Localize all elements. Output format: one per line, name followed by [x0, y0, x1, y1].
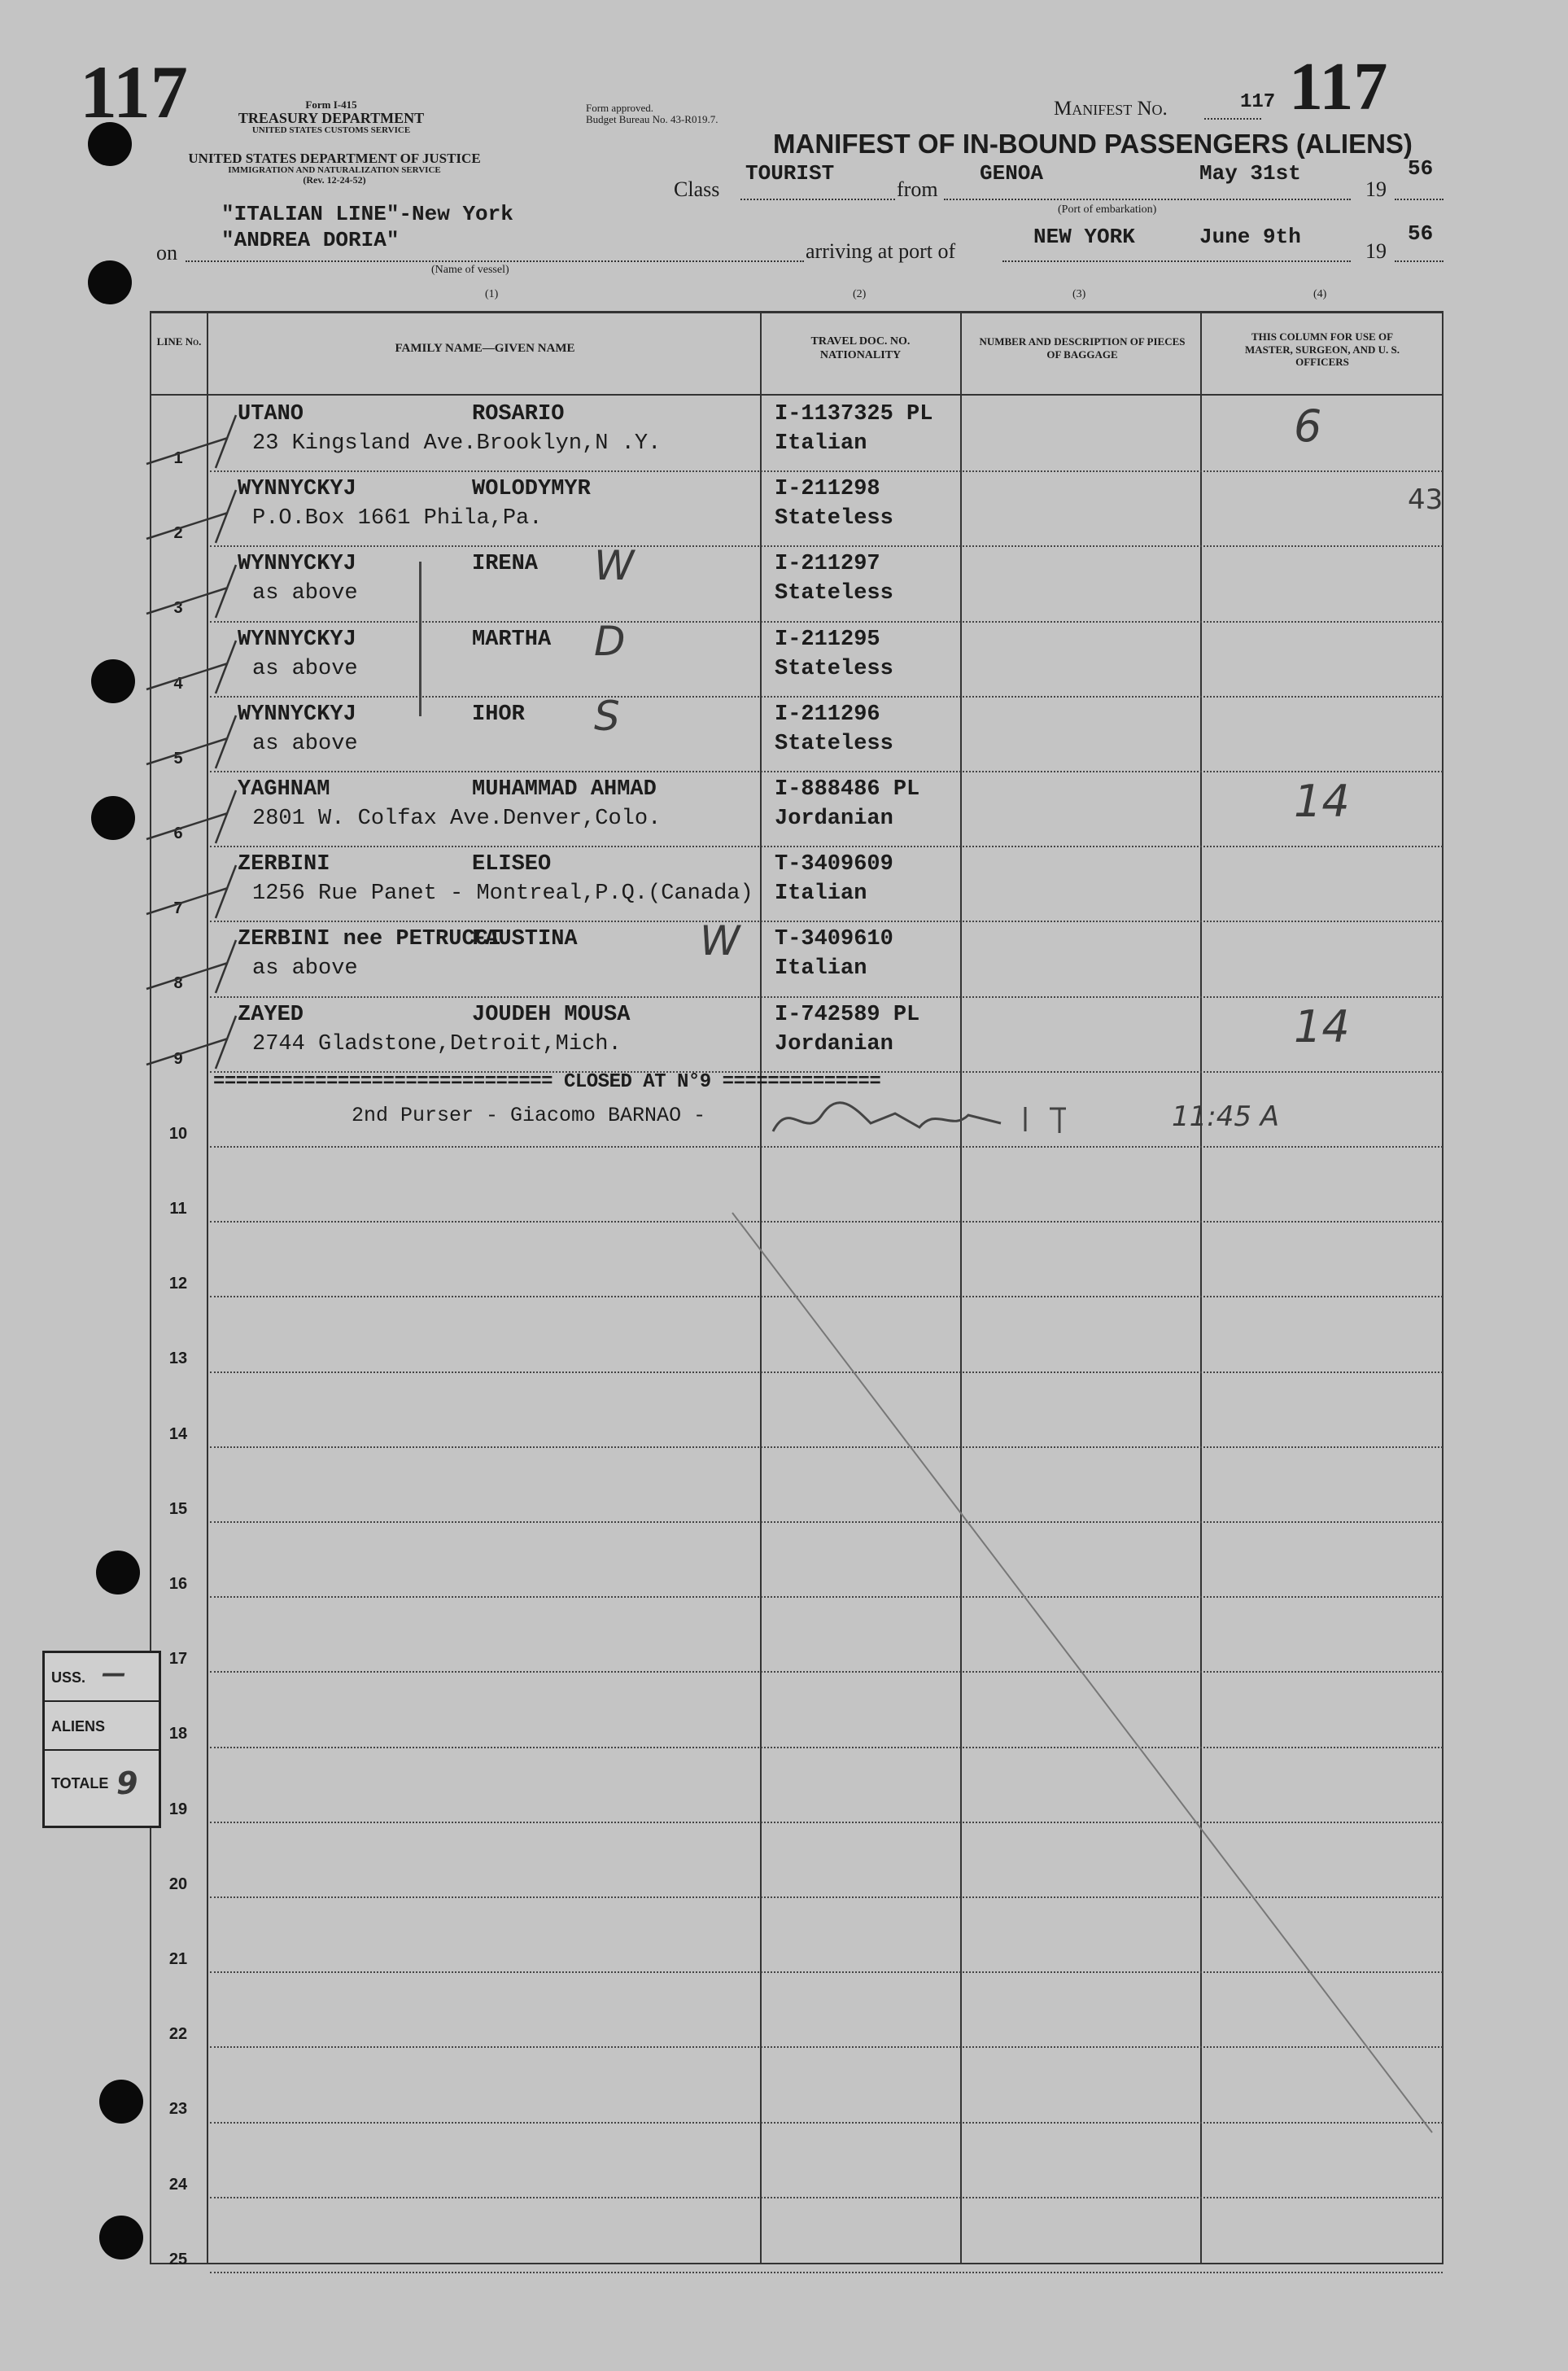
- arrival-year-dotted: [1395, 260, 1444, 262]
- line-number: 25: [168, 2250, 188, 2268]
- column-number-3: (3): [1072, 288, 1086, 300]
- check-mark: [138, 407, 301, 472]
- row-separator: [210, 1221, 1443, 1223]
- signature-time: 11:45 A: [1172, 1100, 1280, 1133]
- manifest-typed-number: 117: [1240, 91, 1276, 113]
- arrival-year: 56: [1408, 221, 1434, 246]
- punch-hole: [96, 1551, 140, 1595]
- row-separator: [210, 1521, 1443, 1523]
- manifest-stamped-number: 117: [1289, 49, 1388, 125]
- address: 23 Kingsland Ave.Brooklyn,N .Y.: [252, 431, 662, 456]
- treasury-block: [229, 99, 433, 135]
- line-number: 18: [168, 1725, 188, 1743]
- line-number: 24: [168, 2175, 188, 2194]
- class-label: Class: [674, 177, 720, 201]
- travel-doc-number: I-211296: [775, 702, 880, 727]
- address: P.O.Box 1661 Phila,Pa.: [252, 506, 543, 532]
- handwritten-initial: D: [594, 617, 626, 665]
- line-number: 23: [168, 2100, 188, 2119]
- travel-doc-number: I-211295: [775, 627, 880, 652]
- row-separator: [210, 996, 1443, 998]
- manifest-title: MANIFEST OF IN-BOUND PASSENGERS (ALIENS): [773, 129, 1413, 159]
- header-bottom-border: [150, 394, 1444, 396]
- line-number: 4: [173, 674, 183, 693]
- column-number-4: (4): [1313, 288, 1327, 300]
- vessel-name: "ANDREA DORIA": [221, 228, 400, 252]
- officer-mark: 14: [1294, 1000, 1350, 1052]
- given-name: MARTHA: [472, 627, 552, 652]
- line-number: 22: [168, 2025, 188, 2044]
- row-separator: [210, 2046, 1443, 2048]
- check-mark: [138, 482, 301, 547]
- line-number: 14: [168, 1424, 188, 1443]
- form-approved: Form approved.: [586, 102, 654, 114]
- arrival-port: NEW YORK: [1033, 225, 1135, 249]
- family-name: ZERBINI: [238, 852, 330, 877]
- vessel-caption: (Name of vessel): [431, 264, 509, 276]
- check-mark: [138, 932, 301, 997]
- treasury-dept: TREASURY DEPARTMENT: [238, 109, 425, 126]
- closed-line: ============================== CLOSED AT N°9 ==============: [213, 1071, 881, 1093]
- family-name: WYNNYCKYJ: [238, 702, 356, 727]
- arriving-label: arriving at port of: [806, 239, 956, 263]
- address: as above: [252, 731, 358, 756]
- check-mark: [138, 782, 301, 847]
- travel-doc-number: I-742589 PL: [775, 1002, 920, 1027]
- line-number: 10: [168, 1124, 188, 1143]
- row-separator: [210, 621, 1443, 623]
- row-separator: [210, 1971, 1443, 1973]
- check-mark: [138, 1008, 301, 1073]
- vessel-dotted: [186, 260, 804, 262]
- embarkation-caption: (Port of embarkation): [1058, 203, 1157, 216]
- given-name: IHOR: [472, 702, 525, 727]
- header-name: FAMILY NAME—GIVEN NAME: [395, 342, 575, 355]
- given-name: JOUDEH MOUSA: [472, 1002, 631, 1027]
- line-number: 16: [168, 1575, 188, 1593]
- row-separator: [210, 1671, 1443, 1673]
- row-separator: [210, 1596, 1443, 1598]
- row-separator: [210, 1371, 1443, 1373]
- line-number: 8: [173, 974, 183, 993]
- justice-block: [151, 151, 518, 186]
- row-separator: [210, 846, 1443, 847]
- given-name: ROSARIO: [472, 402, 565, 427]
- departure-date: May 31st: [1199, 161, 1301, 186]
- manifest-dotted: [1204, 118, 1261, 120]
- row-separator: [210, 470, 1443, 472]
- nationality: Italian: [775, 431, 867, 456]
- line-number: 3: [173, 599, 183, 618]
- line-number: 1: [173, 449, 183, 467]
- travel-doc-number: I-1137325 PL: [775, 402, 933, 427]
- row-separator: [210, 1896, 1443, 1898]
- line-name: "ITALIAN LINE"-New York: [221, 202, 513, 226]
- justice-dept: UNITED STATES DEPARTMENT OF JUSTICE: [188, 151, 481, 166]
- arrival-year-prefix: 19: [1365, 239, 1387, 263]
- departure-year: 56: [1408, 156, 1434, 181]
- column-number-2: (2): [853, 288, 867, 300]
- nationality: Stateless: [775, 731, 893, 756]
- line-number: 17: [168, 1650, 188, 1669]
- row-separator: [210, 1296, 1443, 1297]
- page-number: 117: [80, 50, 188, 133]
- officer-mark: 14: [1294, 776, 1350, 827]
- row-separator: [210, 2272, 1443, 2273]
- row-separator: [210, 1747, 1443, 1748]
- row-separator: [210, 1446, 1443, 1448]
- table-bottom-border: [150, 2263, 1444, 2264]
- header-travel-doc: TRAVEL DOC. NO. NATIONALITY: [810, 335, 911, 361]
- row-separator: [210, 2122, 1443, 2124]
- punch-hole: [99, 2216, 143, 2259]
- line-number: 6: [173, 825, 183, 842]
- header-officers: THIS COLUMN FOR USE OF MASTER, SURGEON, AND U. S. OFFICERS: [1245, 330, 1400, 369]
- tally-aliens: [45, 1702, 159, 1751]
- nationality: Stateless: [775, 581, 893, 606]
- family-name: YAGHNAM: [238, 777, 330, 802]
- nationality: Jordanian: [775, 1031, 893, 1056]
- nationality: Stateless: [775, 656, 893, 681]
- handwritten-initial: W: [700, 917, 740, 965]
- row-separator: [210, 696, 1443, 698]
- row-separator: [210, 2197, 1443, 2198]
- tally-box: [42, 1651, 161, 1828]
- line-number: 20: [168, 1874, 188, 1893]
- year-dotted: [1395, 199, 1444, 200]
- tally-total-label: TOTALE: [51, 1775, 109, 1791]
- handwritten-initial: S: [594, 692, 620, 740]
- arrival-dotted: [1002, 260, 1351, 262]
- travel-doc-number: T-3409609: [775, 852, 893, 877]
- line-number: 7: [173, 899, 183, 918]
- given-name: ELISEO: [472, 852, 552, 877]
- manifest-label: Manifest No.: [1054, 98, 1168, 120]
- line-number: 19: [168, 1800, 188, 1818]
- from-label: from: [897, 177, 938, 201]
- nationality: Jordanian: [775, 807, 893, 831]
- family-name: WYNNYCKYJ: [238, 627, 356, 652]
- line-number: 12: [168, 1275, 188, 1293]
- check-mark: [138, 557, 301, 622]
- travel-doc-number: I-211298: [775, 477, 880, 502]
- line-number: 9: [173, 1049, 183, 1068]
- travel-doc-number: I-211297: [775, 552, 880, 577]
- purser-line: 2nd Purser - Giacomo BARNAO -: [352, 1104, 706, 1127]
- punch-hole: [91, 659, 135, 703]
- family-name: ZERBINI nee PETRUCCI: [238, 927, 502, 952]
- given-name: IRENA: [472, 552, 539, 577]
- address: 1256 Rue Panet - Montreal,P.Q.(Canada): [252, 881, 753, 907]
- form-number: Form I-415: [305, 98, 357, 111]
- ins-service: IMMIGRATION AND NATURALIZATION SERVICE: [228, 164, 441, 175]
- line-number: 2: [173, 524, 183, 543]
- address: 2744 Gladstone,Detroit,Mich.: [252, 1031, 622, 1056]
- header-line-no: LINE No.: [156, 335, 202, 348]
- nationality: Stateless: [775, 506, 893, 532]
- row-separator: [210, 545, 1443, 547]
- family-bracket: [419, 562, 421, 716]
- tally-total: [45, 1751, 159, 1826]
- budget-bureau: Budget Bureau No. 43-R019.7.: [586, 113, 718, 126]
- address: as above: [252, 656, 358, 681]
- tally-total-value: 9: [116, 1765, 138, 1801]
- approval-block: [586, 103, 718, 126]
- given-name: FAUSTINA: [472, 927, 578, 952]
- family-name: WYNNYCKYJ: [238, 477, 356, 502]
- check-mark: [138, 632, 301, 698]
- revision: (Rev. 12-24-52): [303, 174, 366, 186]
- family-name: ZAYED: [238, 1002, 304, 1027]
- line-number: 5: [173, 749, 183, 768]
- tally-uss-value: —: [102, 1660, 126, 1688]
- family-name: UTANO: [238, 402, 304, 427]
- arrival-date: June 9th: [1199, 225, 1301, 249]
- line-number: 15: [168, 1499, 188, 1518]
- punch-hole: [91, 796, 135, 840]
- row-separator: [210, 1822, 1443, 1823]
- row-separator: [210, 771, 1443, 772]
- customs-service: UNITED STATES CUSTOMS SERVICE: [251, 125, 411, 135]
- travel-doc-number: T-3409610: [775, 927, 893, 952]
- header-baggage: NUMBER AND DESCRIPTION OF PIECES OF BAGGAGE: [979, 335, 1186, 361]
- from-value: GENOA: [980, 161, 1044, 186]
- check-mark: [138, 857, 301, 922]
- class-dotted: [740, 199, 895, 200]
- on-label: on: [156, 241, 177, 265]
- officer-mark: 6: [1294, 400, 1322, 452]
- tally-aliens-label: ALIENS: [51, 1718, 106, 1735]
- address: 2801 W. Colfax Ave.Denver,Colo.: [252, 807, 662, 831]
- class-value: TOURIST: [745, 161, 835, 186]
- table-top-border: [150, 311, 1444, 313]
- handwritten-initial: W: [594, 542, 635, 590]
- margin-mark: 43: [1408, 483, 1444, 517]
- tally-uss: [45, 1653, 159, 1702]
- family-name: WYNNYCKYJ: [238, 552, 356, 577]
- given-name: MUHAMMAD AHMAD: [472, 777, 657, 802]
- given-name: WOLODYMYR: [472, 477, 591, 502]
- line-number: 13: [168, 1350, 188, 1368]
- nationality: Italian: [775, 956, 867, 982]
- punch-hole: [99, 2080, 143, 2124]
- row-separator: [210, 921, 1443, 922]
- address: as above: [252, 956, 358, 982]
- nationality: Italian: [775, 881, 867, 907]
- check-mark: [138, 707, 301, 772]
- punch-hole: [88, 260, 132, 304]
- tally-uss-label: USS.: [51, 1669, 86, 1686]
- travel-doc-number: I-888486 PL: [775, 777, 920, 802]
- column-number-1: (1): [485, 288, 499, 300]
- departure-year-prefix: 19: [1365, 177, 1387, 201]
- line-number: 21: [168, 1950, 188, 1968]
- address: as above: [252, 581, 358, 606]
- line-number: 11: [169, 1200, 187, 1218]
- from-dotted: [944, 199, 1351, 200]
